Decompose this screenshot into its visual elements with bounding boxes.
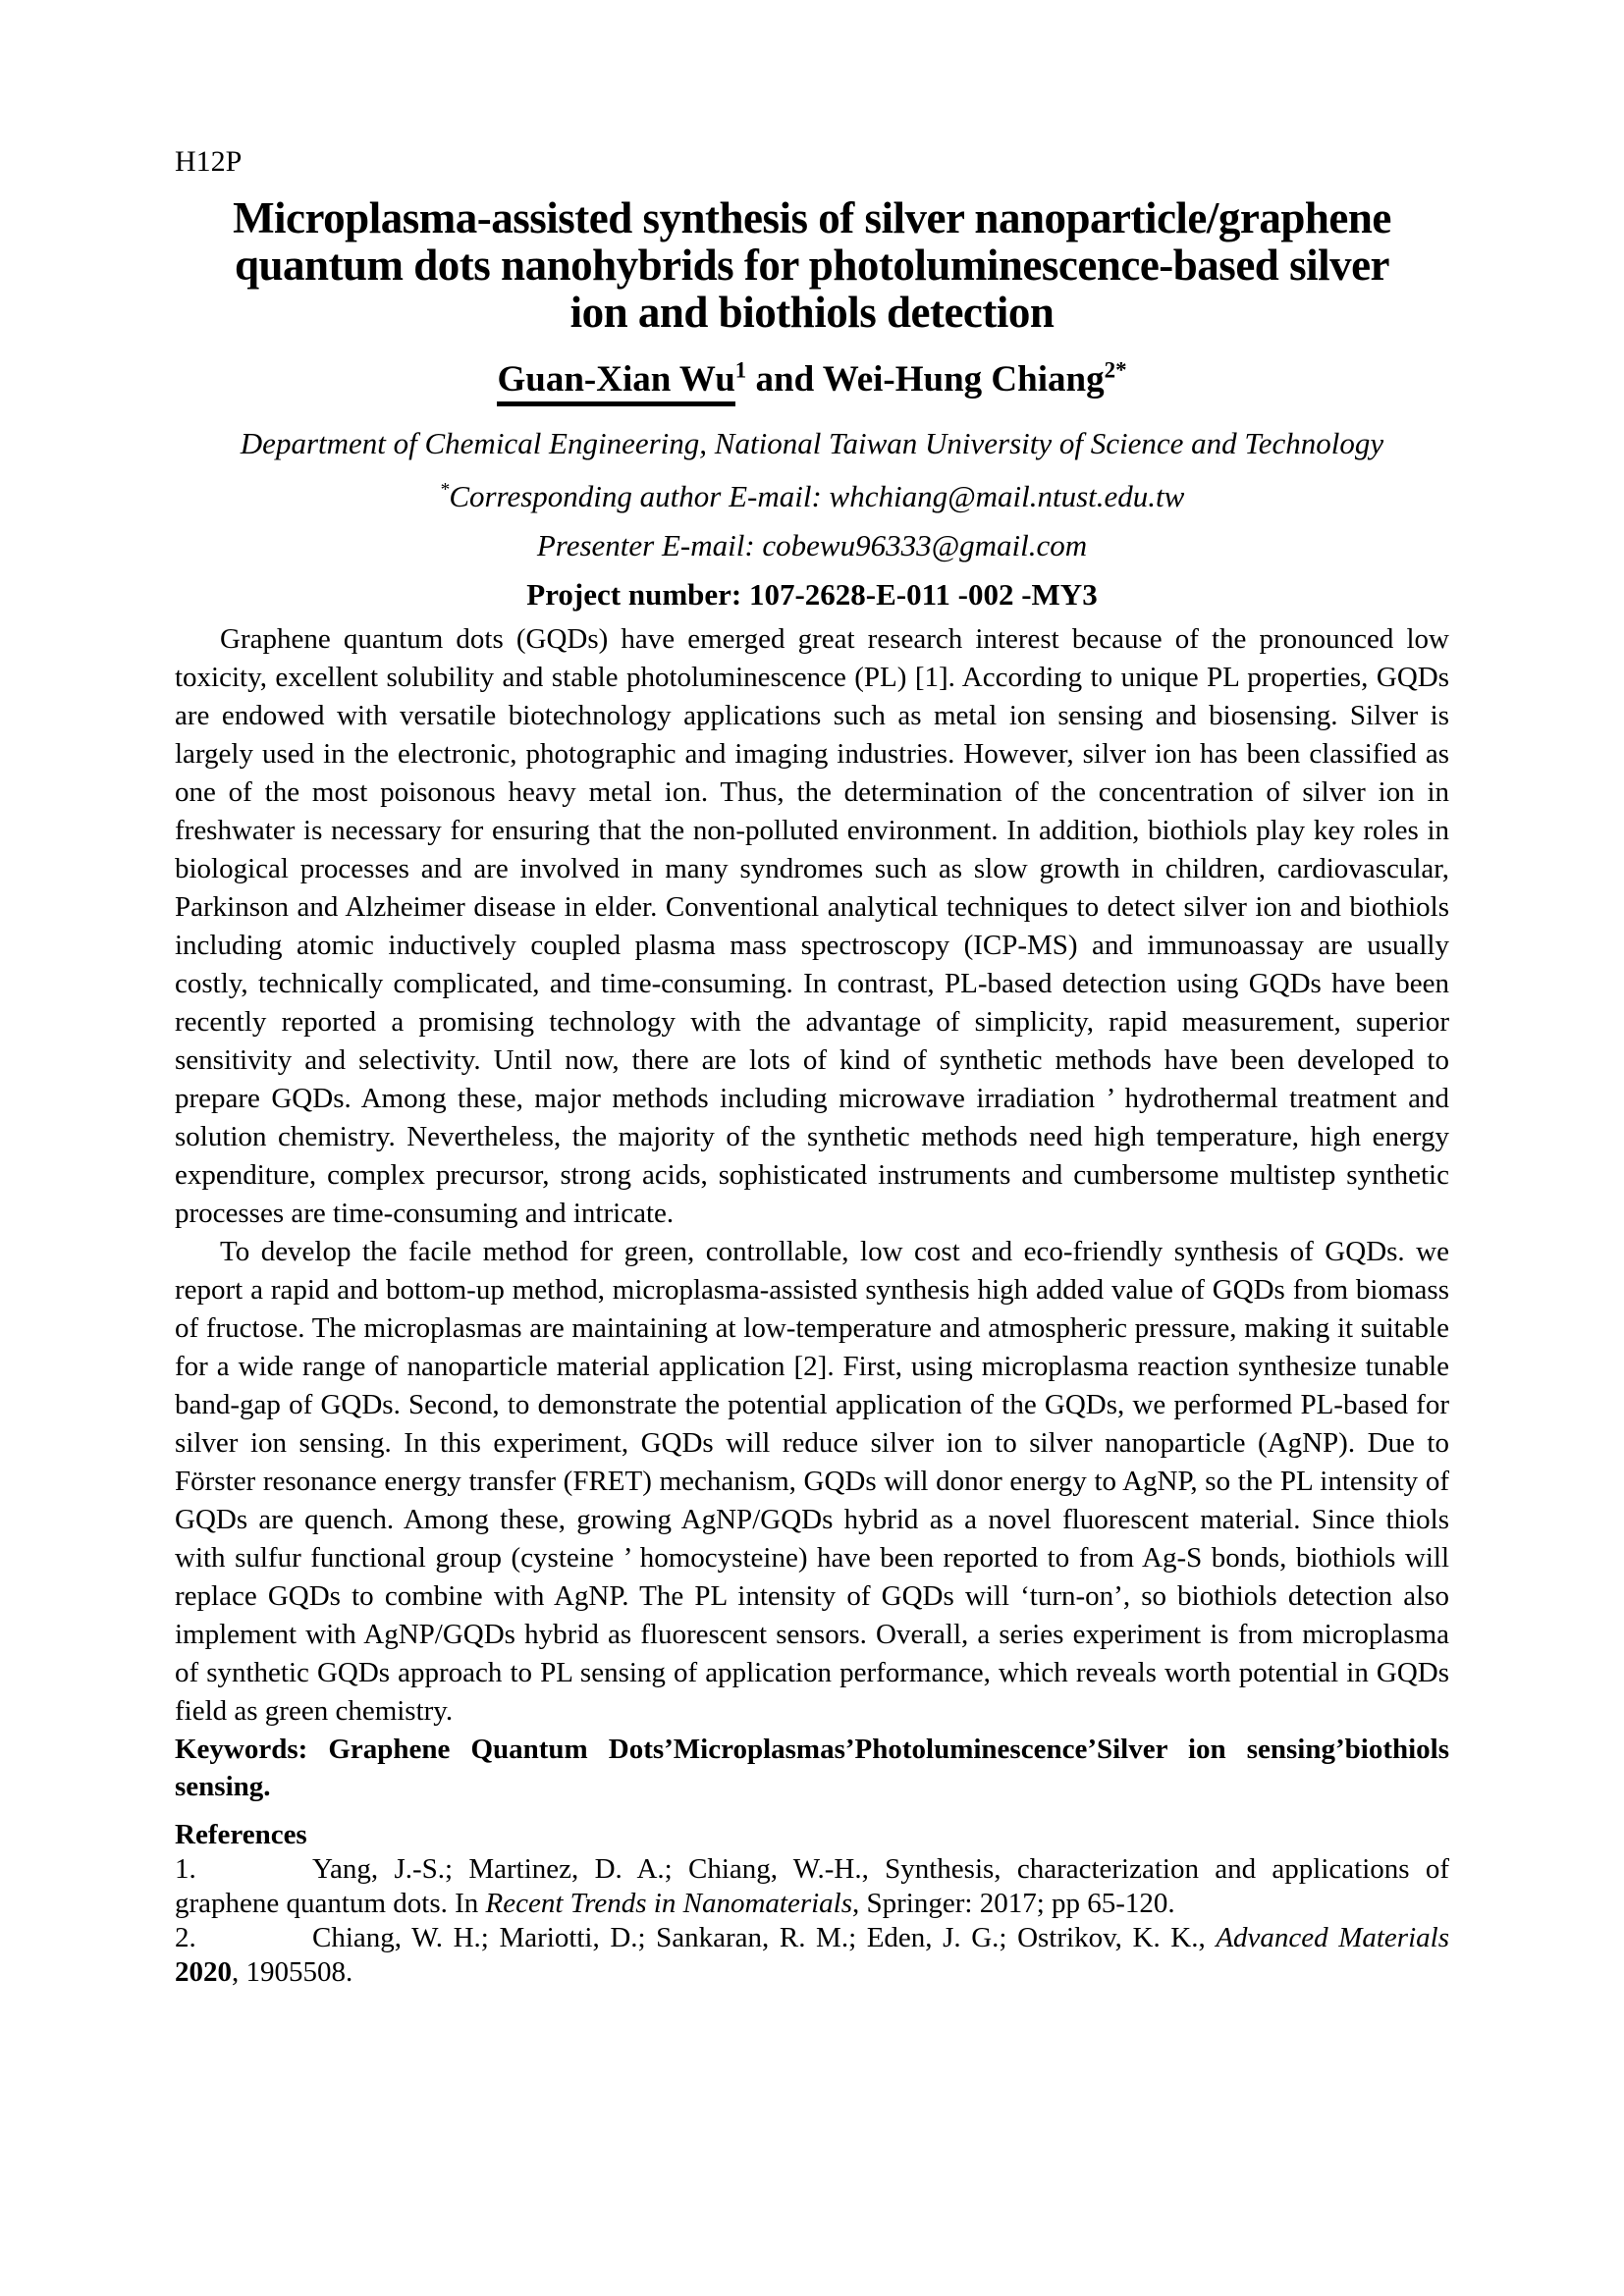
reference-1-text: Yang, J.-S.; Martinez, D. A.; Chiang, W.-H., Synthesis, characterization and applications of graphene quantum dots. In — [175, 1853, 1449, 1919]
authors-line — [175, 357, 1449, 402]
reference-2-journal-title: Advanced Materials — [1216, 1922, 1449, 1953]
reference-1-tail: , Springer: 2017; pp 65-120. — [852, 1888, 1175, 1919]
paper-code: H12P — [175, 145, 243, 178]
reference-item-2 — [175, 1921, 1449, 1990]
project-number-line: Project number: 107-2628-E-011 -002 -MY3 — [526, 577, 1098, 612]
reference-2-year: 2020 — [175, 1956, 232, 1988]
reference-1-book-title: Recent Trends in Nanomaterials — [485, 1888, 853, 1919]
title-line-3: ion and biothiols detection — [569, 288, 1055, 337]
author-presenting-name: Guan-Xian Wu — [497, 359, 734, 406]
reference-1-number: 1. — [175, 1853, 196, 1885]
reference-item-1 — [175, 1852, 1449, 1921]
corresponding-asterisk: * — [439, 479, 450, 501]
author-2-superscript: 2* — [1104, 357, 1127, 383]
abstract-paragraph-2: To develop the facile method for green, controllable, low cost and eco-friendly synthesis of GQDs. we report a rapid and bottom-up method, microplasma-assisted synthesis high added value of GQDs from biomass of fructose. The microplasmas are maintaining at low-temperature and atmospheric pressure, making it suitable for a wide range of nanoparticle material application [2]. First, using microplasma reaction synthesize tunable band-gap of GQDs. Second, to demonstrate the potential application of the GQDs, we performed PL-based for silver ion sensing. In this experiment, GQDs will reduce silver ion to silver nanoparticle (AgNP). Due to Förster resonance energy transfer (FRET) mechanism, GQDs will donor energy to AgNP, so the PL intensity of GQDs are quench. Among these, growing AgNP/GQDs hybrid as a novel fluorescent material. Since thiols with sulfur functional group (cysteine ’ homocysteine) have been reported to from Ag-S bonds, biothiols will replace GQDs to combine with AgNP. The PL intensity of GQDs will ‘turn-on’, so biothiols detection also implement with AgNP/GQDs hybrid as fluorescent sensors. Overall, a series experiment is from microplasma of synthetic GQDs approach to PL sensing of application performance, which reveals worth potential in GQDs field as green chemistry. — [175, 1236, 1449, 1727]
authors-connector: and — [746, 359, 823, 400]
presenter-email-line: Presenter E-mail: cobewu96333@gmail.com — [536, 528, 1088, 562]
author-1-superscript: 1 — [734, 357, 747, 383]
corresponding-email-text: Corresponding author E-mail: whchiang@mail.ntust.edu.tw — [449, 479, 1185, 513]
reference-2-text: Chiang, W. H.; Mariotti, D.; Sankaran, R. M.; Eden, J. G.; Ostrikov, K. K., — [312, 1922, 1217, 1953]
author-corresponding-name: Wei-Hung Chiang — [822, 359, 1105, 400]
affiliation-line: Department of Chemical Engineering, National Taiwan University of Science and Technology — [240, 426, 1384, 460]
keywords-line: Keywords: Graphene Quantum Dots’Microplasmas’Photoluminescence’Silver ion sensing’biothiols sensing. — [175, 1734, 1449, 1802]
title-line-2: quantum dots nanohybrids for photoluminescence-based silver — [234, 240, 1390, 290]
reference-2-tail: , 1905508. — [232, 1956, 353, 1988]
reference-2-number: 2. — [175, 1922, 196, 1953]
corresponding-email-line — [175, 477, 1449, 516]
paper-title — [175, 194, 1449, 336]
references-heading: References — [175, 1819, 307, 1850]
title-line-1: Microplasma-assisted synthesis of silver nanoparticle/graphene — [233, 193, 1391, 242]
abstract-paragraph-1: Graphene quantum dots (GQDs) have emerged great research interest because of the pronounced low toxicity, excellent solubility and stable photoluminescence (PL) [1]. According to unique PL properties, GQDs are endowed with versatile biotechnology applications such as metal ion sensing and biosensing. Silver is largely used in the electronic, photographic and imaging industries. However, silver ion has been classified as one of the most poisonous heavy metal ion. Thus, the determination of the concentration of silver ion in freshwater is necessary for ensuring that the non-polluted environment. In addition, biothiols play key roles in biological processes and are involved in many syndromes such as slow growth in children, cardiovascular, Parkinson and Alzheimer disease in elder. Conventional analytical techniques to detect silver ion and biothiols including atomic inductively coupled plasma mass spectroscopy (ICP-MS) and immunoassay are usually costly, technically complicated, and time-consuming. In contrast, PL-based detection using GQDs have been recently reported a promising technology with the advantage of simplicity, rapid measurement, superior sensitivity and selectivity. Until now, there are lots of kind of synthetic methods have been developed to prepare GQDs. Among these, major methods including microwave irradiation ’ hydrothermal treatment and solution chemistry. Nevertheless, the majority of the synthetic methods need high temperature, high energy expenditure, complex precursor, strong acids, sophisticated instruments and cumbersome multistep synthetic processes are time-consuming and intricate. — [175, 623, 1449, 1229]
